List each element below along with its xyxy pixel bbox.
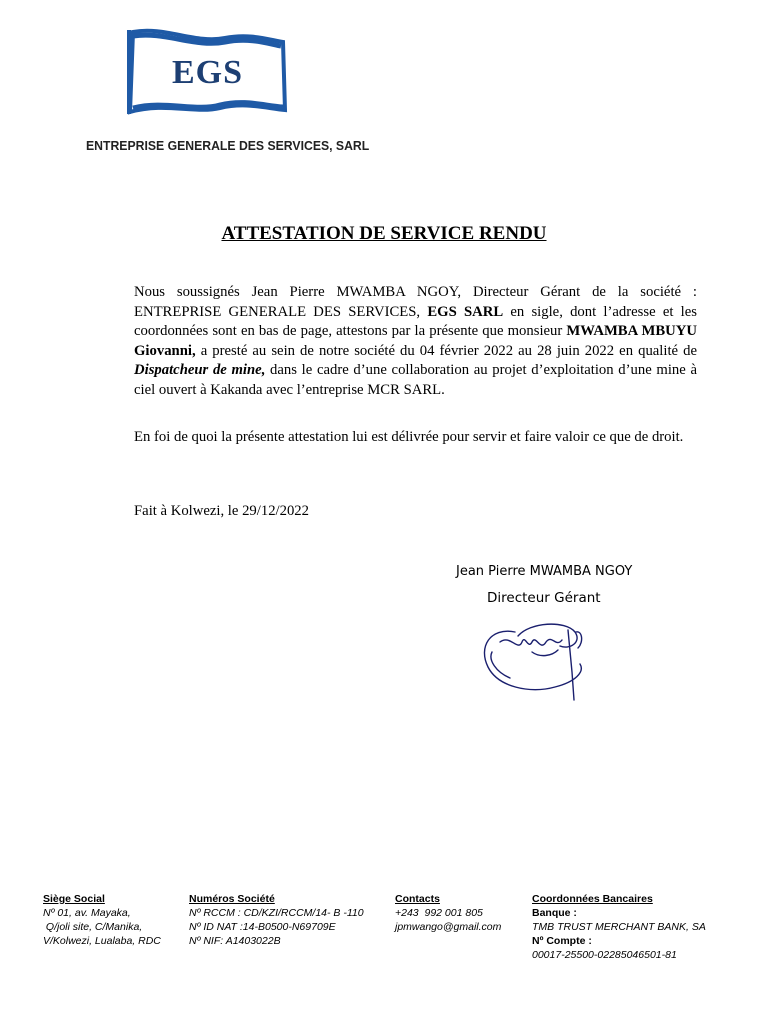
text-run: a presté au sein de notre société du 04 février 2022 au 28 juin 2022 en qualité de — [195, 342, 697, 359]
bank-name: TMB TRUST MERCHANT BANK, SA — [532, 921, 706, 933]
company-logo — [125, 28, 290, 118]
footer-heading: Coordonnées Bancaires — [532, 893, 653, 905]
email-address: jpmwango@gmail.com — [395, 921, 502, 933]
signatory-name: Jean Pierre MWAMBA NGOY — [456, 564, 633, 579]
employee-name: MWAMBA MBUYU Giovanni, — [134, 323, 698, 359]
phone-number: +243 992 001 805 — [395, 907, 483, 919]
footer-head-office — [43, 892, 183, 948]
handwritten-signature — [470, 612, 595, 707]
bank-label: Banque : — [532, 907, 577, 919]
address-line: Nº 01, av. Mayaka, — [43, 907, 131, 919]
logo-text: EGS — [171, 54, 244, 91]
company-abbrev: EGS SARL — [427, 303, 504, 320]
body-paragraph-1 — [134, 283, 697, 400]
footer-heading: Numéros Société — [189, 893, 275, 905]
address-line: V/Kolwezi, Lualaba, RDC — [43, 935, 161, 947]
company-full-name: ENTREPRISE GENERALE DES SERVICES, SARL — [86, 138, 370, 153]
id-nat-number: Nº ID NAT :14-B0500-N69709E — [189, 921, 336, 933]
text-run: en sigle, dont l’adresse et les coordonnées sont en bas de page, attestons par la présente que monsieur — [134, 303, 697, 339]
account-number: 00017-25500-02285046501-81 — [532, 949, 677, 961]
text-run: Nous soussignés Jean Pierre MWAMBA NGOY, Directeur Gérant de la société : ENTREPRISE GENERALE DES SERVICES, — [134, 284, 697, 320]
signatory-title: Directeur Gérant — [487, 590, 601, 606]
footer-heading: Siège Social — [43, 893, 105, 905]
footer-company-numbers — [189, 892, 389, 948]
document-title: ATTESTATION DE SERVICE RENDU — [221, 223, 547, 244]
footer-contacts — [395, 892, 515, 934]
address-line: Q/joli site, C/Manika, — [43, 921, 143, 933]
nif-number: Nº NIF: A1403022B — [189, 935, 281, 947]
job-title: Dispatcheur de mine, — [134, 362, 266, 378]
footer-bank-details — [532, 892, 732, 962]
account-label: Nº Compte : — [532, 935, 592, 947]
body-paragraph-2: En foi de quoi la présente attestation lui est délivrée pour servir et faire valoir ce que de droit. — [134, 429, 684, 445]
rccm-number: Nº RCCM : CD/KZI/RCCM/14- B -110 — [189, 907, 364, 919]
text-run: dans le cadre d’une collaboration au projet d’exploitation d’une mine à ciel ouvert à Kakanda avec l’entreprise MCR SARL. — [134, 362, 698, 398]
place-date: Fait à Kolwezi, le 29/12/2022 — [134, 503, 309, 519]
footer-heading: Contacts — [395, 893, 440, 905]
